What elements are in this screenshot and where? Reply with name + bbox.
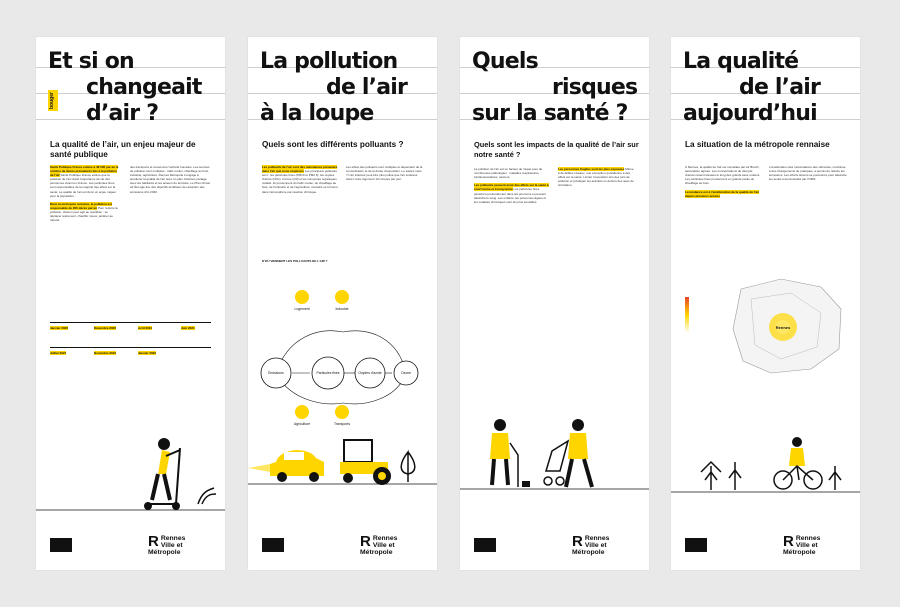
diagram-node-transports: Transports <box>333 422 351 426</box>
timeline-item: Avril 2021 <box>138 326 153 330</box>
diagram-node-industrie: Industrie <box>335 307 349 311</box>
poster-subtitle: La qualité de l’air, un enjeu majeur de santé publique <box>50 140 196 159</box>
timeline-item: Janvier 2020 <box>50 326 69 330</box>
scooter-illustration <box>36 422 225 532</box>
rennes-logo: R Rennes Ville et Métropole <box>148 533 186 556</box>
poster-subtitle: Quels sont les différents polluants ? <box>262 140 404 149</box>
body-text-column-2: des transports et consomme l’activité humaine. Les sources de pollution sont multiples : trafic routier, chauffage au bois, industrie, agriculture. Rennes Métropole s’engage à améliorer la qualité de l’air avec un plan d’actions partagé avec les habitants et les acteurs du territoire. Le Plan Climat Air Énergie fixe des objectifs ambitieux de réduction des émissions d’ici 2030. <box>130 165 210 194</box>
timeline-item: Novembre 2021 <box>94 351 117 355</box>
diagram-node-logement: Logement <box>294 307 310 311</box>
bouger-logo <box>474 538 496 552</box>
rennes-logo: R Rennes Ville et Métropole <box>572 533 610 556</box>
body-text-column-2: L’amélioration des motorisations des véhicules, combinée à des changements de pratiques, a permis de réduire les émissions. Les efforts doivent se poursuivre pour atteindre les seuils recommandés par l’OMS. <box>769 165 847 182</box>
body-text: Santé Publique France estime à 48 000 par an le nombre de décès prématurés liés à la pollution de l’air Santé Publique France estime que la pollution de l’air réduit l’espérance de vie des personnes vivant en France. Les particules fines sont responsables de la majorité des effets sur la santé. La qualité de l’air est donc un enjeu majeur pour la population. Dans la métropole rennaise, la pollution est responsable de 200 décès par an Pour réduire la pollution, chacun peut agir au quotidien : se déplacer autrement, chauffer mieux, jardiner au naturel. <box>50 165 119 223</box>
poster-subtitle: La situation de la métropole rennaise <box>685 140 830 149</box>
diagram-node-emissions: Émissions <box>268 371 284 375</box>
poster-title: La qualité de l’air aujourd’hui <box>683 49 821 126</box>
poster-panel-4 <box>671 37 860 570</box>
rennes-logo: R Rennes Ville et Métropole <box>783 533 821 556</box>
body-text-column-2: Les effets des polluants sont multiples et dépendent de la concentration et de la durée d’exposition. Le saviez-vous ? L’air intérieur peut être plus pollué que l’air extérieur. Aérez votre logement 10 minutes par jour. <box>346 165 423 182</box>
diagram-node-agriculture: Agriculture <box>293 422 311 426</box>
poster-title: Et si on changeait d’air ? <box>48 49 202 126</box>
car-tractor-illustration <box>248 432 437 492</box>
poster-title: Quels risques sur la santé ? <box>472 49 638 126</box>
body-text: La pollution de l’air est un facteur de risque pour de nombreuses pathologies : maladies respiratoires, cardiovasculaires, cancers. Les polluants peuvent avoir des effets sur la santé à court terme et à long terme Les particules fines pénètrent profondément dans les poumons et peuvent atteindre le sang. Les enfants, les personnes âgées et les malades chroniques sont les plus sensibles. <box>474 167 549 204</box>
poster-panel-1 <box>36 37 225 570</box>
timeline-item: Juillet 2021 <box>50 351 67 355</box>
timeline-item: Janvier 2022 <box>138 351 157 355</box>
rennes-r-icon: R <box>360 533 371 550</box>
body-text: À Rennes, la qualité de l’air est surveillée par Air Breizh, association agréée. Les concentrations de dioxyde d’azote restent élevées le long des grands axes routiers. Les particules fines proviennent en grande partie du chauffage au bois. La tendance est à l’amélioration de la qualité de l’air depuis plusieurs années <box>685 165 761 198</box>
poster-panel-3 <box>460 37 649 570</box>
diagram-node-oxydes: Oxydes d’azote <box>358 371 382 375</box>
poster-subtitle: Quels sont les impacts de la qualité de l’air sur notre santé ? <box>474 140 639 159</box>
rennes-r-icon: R <box>572 533 583 550</box>
pedestrians-illustration <box>460 415 649 495</box>
bouger-badge: bouger <box>48 90 58 111</box>
body-text-column-2: Les personnes fragiles sont les plus exposées Même à de faibles niveaux, une exposition quotidienne a des effets sur la santé. Limiter l’exposition lors des pics de pollution et privilégier les activités en dehors des axes de circulation. <box>558 167 634 188</box>
poster-title: La pollution de l’air à la loupe <box>260 49 408 126</box>
diagram-node-ozone: Ozone <box>401 371 411 375</box>
bouger-logo <box>50 538 72 552</box>
cyclist-illustration <box>671 432 860 502</box>
bouger-logo <box>685 538 707 552</box>
pollution-map <box>671 269 860 389</box>
diagram-node-particules: Particules fines <box>316 371 340 375</box>
bouger-logo <box>262 538 284 552</box>
rennes-logo: R Rennes Ville et Métropole <box>360 533 398 556</box>
timeline-item: Décembre 2020 <box>94 326 117 330</box>
pollution-sources-diagram <box>248 277 437 426</box>
poster-footer <box>685 530 846 556</box>
body-text: Les polluants de l’air sont des substances présentes dans l’air que nous respirons Les principaux polluants sont : les particules fines (PM10 et PM2,5), les oxydes d’azote (NOx), l’ozone (O3) et les composés organiques volatils. Ils proviennent du trafic routier, du chauffage au bois, de l’industrie et de l’agriculture. Certains se forment dans l’atmosphère par réaction chimique. <box>262 165 338 194</box>
poster-panel-2 <box>248 37 437 570</box>
map-city-label: Rennes <box>775 325 791 330</box>
timeline-item: Juin 2021 <box>181 326 195 330</box>
diagram-caption: D’OÙ VIENNENT LES POLLUANTS DE L’AIR ? <box>262 259 328 263</box>
rennes-r-icon: R <box>148 533 159 550</box>
poster-footer <box>262 530 423 556</box>
rennes-r-icon: R <box>783 533 794 550</box>
poster-footer <box>474 530 635 556</box>
poster-footer <box>50 530 211 556</box>
